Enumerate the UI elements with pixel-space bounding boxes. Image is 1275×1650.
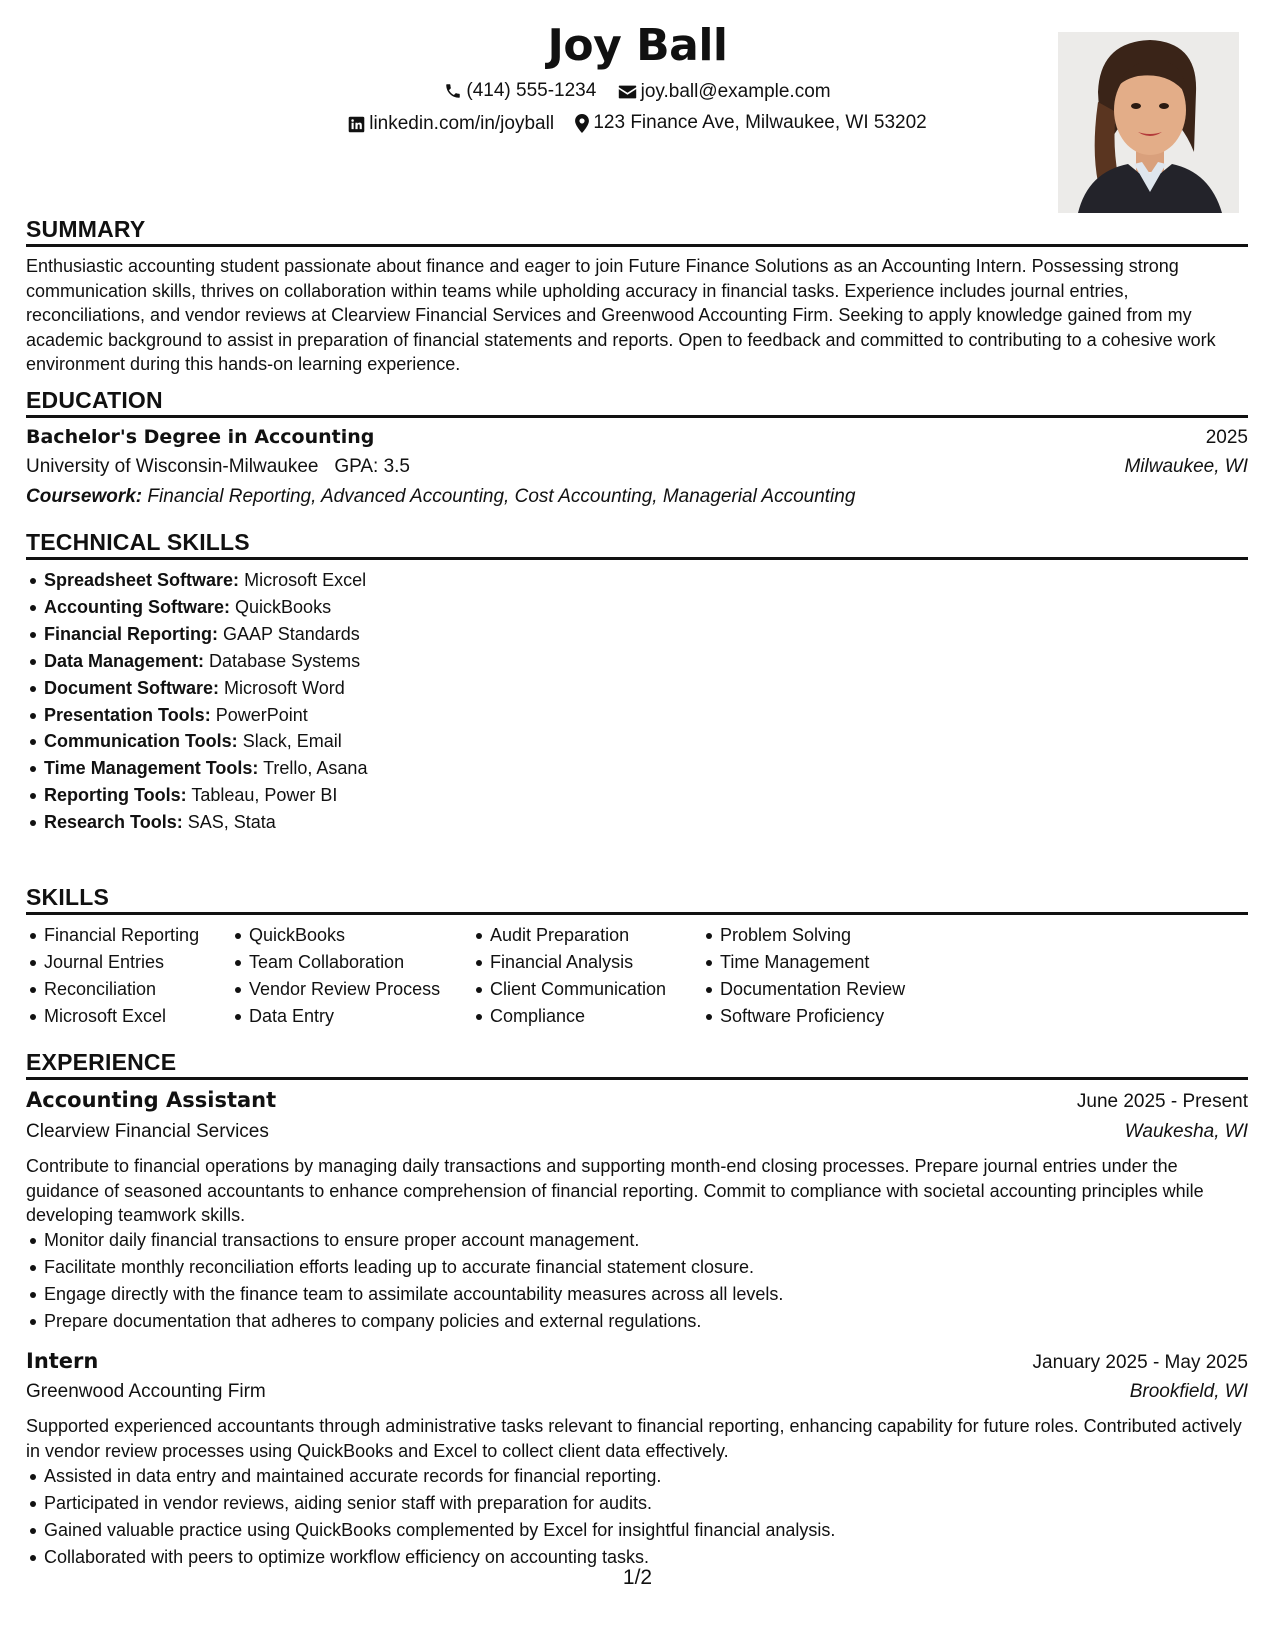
technical-skills-list	[26, 567, 367, 836]
coursework-label: Coursework:	[26, 486, 143, 507]
list-item: Data Management: Database Systems	[26, 648, 367, 675]
list-item: Research Tools: SAS, Stata	[26, 809, 367, 836]
candidate-name: Joy Ball	[547, 20, 728, 71]
job-1-company: Clearview Financial Services	[26, 1121, 269, 1142]
list-item: Audit Preparation	[472, 922, 666, 949]
map-pin-icon	[575, 114, 589, 133]
job-1-description: Contribute to financial operations by managing daily transactions and supporting month-end closing processes. Prepare journal entries under the guidance of seasoned accountants to enhance comprehension of financial reporting. Commit to compliance with societal accounting principles while developing teamwork skills.	[26, 1156, 1204, 1225]
coursework-list: Financial Reporting, Advanced Accounting, Cost Accounting, Managerial Accounting	[147, 486, 856, 507]
job-1-title: Accounting Assistant	[26, 1088, 277, 1112]
job-2-description: Supported experienced accountants through administrative tasks relevant to financial reporting, enhancing capability for future roles. Contributed actively in vendor review processes using QuickBooks and Excel to collect client data effectively.	[26, 1416, 1242, 1461]
list-item: Spreadsheet Software: Microsoft Excel	[26, 567, 367, 594]
job-1-dates: June 2025 - Present	[1076, 1091, 1248, 1112]
phone-contact[interactable]	[444, 80, 596, 102]
list-item: Software Proficiency	[702, 1003, 905, 1030]
summary-divider	[26, 244, 1248, 247]
list-item: Collaborated with peers to optimize workflow efficiency on accounting tasks.	[26, 1544, 835, 1571]
list-item: Engage directly with the finance team to assimilate accountability measures across all levels.	[26, 1281, 783, 1308]
list-item: Documentation Review	[702, 976, 905, 1003]
list-item: Reconciliation	[26, 976, 199, 1003]
job-2-bullets	[26, 1463, 835, 1571]
summary-text: Enthusiastic accounting student passionate about finance and eager to join Future Finance Solutions as an Accounting Intern. Possessing strong communication skills, thrives on collaboration within teams while upholding accuracy in financial tasks. Experience includes journal entries, reconciliations, and vendor reviews at Clearview Financial Services and Greenwood Accounting Firm. Seeking to apply knowledge gained from my academic background to assist in preparation of financial statements and reports. Open to feedback and committed to contributing to a cohesive work environment during this hands-on learning experience.	[26, 256, 1216, 374]
page-number: 1/2	[622, 1566, 653, 1589]
summary-heading: SUMMARY	[26, 216, 146, 242]
degree-year: 2025	[1205, 427, 1248, 448]
list-item: Client Communication	[472, 976, 666, 1003]
phone-icon	[444, 82, 462, 100]
job-1-location: Waukesha, WI	[1124, 1121, 1248, 1142]
skills-divider	[26, 912, 1248, 915]
education-degree-row	[26, 426, 1248, 449]
job-2-location: Brookfield, WI	[1129, 1381, 1248, 1402]
linkedin-icon	[348, 116, 365, 133]
list-item: Team Collaboration	[231, 949, 440, 976]
list-item: Participated in vendor reviews, aiding senior staff with preparation for audits.	[26, 1490, 835, 1517]
education-heading: EDUCATION	[26, 387, 163, 413]
skills-column-3	[472, 922, 666, 1030]
list-item: Assisted in data entry and maintained accurate records for financial reporting.	[26, 1463, 835, 1490]
job-2-company: Greenwood Accounting Firm	[26, 1381, 266, 1402]
list-item: Document Software: Microsoft Word	[26, 675, 367, 702]
list-item: Facilitate monthly reconciliation efforts leading up to accurate financial statement closure.	[26, 1254, 783, 1281]
phone-text: (414) 555-1234	[466, 80, 597, 101]
school-location: Milwaukee, WI	[1124, 456, 1248, 477]
coursework-line	[26, 486, 855, 508]
list-item: Communication Tools: Slack, Email	[26, 728, 367, 755]
linkedin-contact[interactable]	[348, 113, 554, 135]
list-item: Journal Entries	[26, 949, 199, 976]
degree-title: Bachelor's Degree in Accounting	[26, 426, 375, 448]
skills-column-4	[702, 922, 905, 1030]
list-item: Accounting Software: QuickBooks	[26, 594, 367, 621]
email-contact[interactable]	[618, 81, 831, 103]
job-2-dates: January 2025 - May 2025	[1032, 1352, 1248, 1373]
list-item: Monitor daily financial transactions to ensure proper account management.	[26, 1227, 783, 1254]
job-2-title-row	[26, 1349, 1248, 1374]
list-item: Financial Reporting: GAAP Standards	[26, 621, 367, 648]
job-2-title: Intern	[26, 1349, 99, 1373]
list-item: Gained valuable practice using QuickBooks complemented by Excel for insightful financial analysis.	[26, 1517, 835, 1544]
experience-divider	[26, 1077, 1248, 1080]
profile-photo	[1058, 32, 1239, 213]
linkedin-text: linkedin.com/in/joyball	[369, 113, 555, 134]
skills-column-1	[26, 922, 199, 1030]
email-text: joy.ball@example.com	[640, 81, 831, 102]
coursework-row	[26, 486, 1248, 508]
list-item: Presentation Tools: PowerPoint	[26, 702, 367, 729]
list-item: Vendor Review Process	[231, 976, 440, 1003]
skills-grid	[26, 922, 1248, 1032]
list-item: Reporting Tools: Tableau, Power BI	[26, 782, 367, 809]
school-name: University of Wisconsin-Milwaukee	[26, 456, 319, 477]
list-item: Time Management	[702, 949, 905, 976]
list-item: Data Entry	[231, 1003, 440, 1030]
list-item: QuickBooks	[231, 922, 440, 949]
list-item: Problem Solving	[702, 922, 905, 949]
technical-skills-divider	[26, 557, 1248, 560]
job-1-bullets	[26, 1227, 783, 1335]
job-1-title-row	[26, 1088, 1248, 1113]
experience-heading: EXPERIENCE	[26, 1049, 177, 1075]
address-text: 123 Finance Ave, Milwaukee, WI 53202	[593, 112, 927, 133]
list-item: Microsoft Excel	[26, 1003, 199, 1030]
skills-heading: SKILLS	[26, 884, 109, 910]
list-item: Financial Reporting	[26, 922, 199, 949]
education-school-row	[26, 456, 1248, 478]
job-1-company-row	[26, 1121, 1248, 1143]
skills-column-2	[231, 922, 440, 1030]
gpa: GPA: 3.5	[334, 456, 410, 477]
envelope-icon	[618, 84, 637, 100]
list-item: Compliance	[472, 1003, 666, 1030]
education-divider	[26, 415, 1248, 418]
list-item: Prepare documentation that adheres to company policies and external regulations.	[26, 1308, 783, 1335]
job-2-company-row	[26, 1381, 1248, 1403]
technical-skills-heading: TECHNICAL SKILLS	[26, 529, 250, 555]
school-line	[26, 456, 410, 478]
address-contact	[575, 112, 926, 134]
list-item: Financial Analysis	[472, 949, 666, 976]
list-item: Time Management Tools: Trello, Asana	[26, 755, 367, 782]
